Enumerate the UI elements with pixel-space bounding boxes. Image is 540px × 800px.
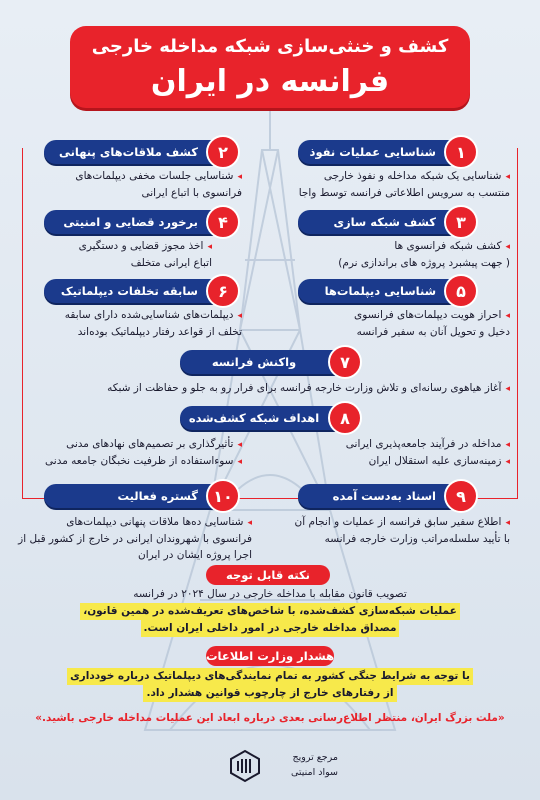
section-9-header: [298, 484, 472, 508]
title-line-2: فرانسه در ایران: [150, 64, 390, 99]
warning-label: هشدار وزارت اطلاعات: [206, 646, 334, 666]
section-9-number: ۹: [444, 479, 478, 513]
section-4-title: برخورد قضایی و امنیتی: [63, 215, 198, 229]
logo-line-1: مرجع ترویج: [292, 752, 338, 763]
section-8-number: ۸: [328, 401, 362, 435]
section-2-title: کشف ملاقات‌های پنهانی: [58, 145, 198, 159]
section-1-text: ◂ شناسایی یک شبکه مداخله و نفوذ خارجی منتسب به سرویس اطلاعاتی فرانسه توسط واجا: [280, 168, 510, 201]
publisher-logo: [228, 749, 338, 783]
section-1-number: ۱: [444, 135, 478, 169]
section-9-text: ◂ اطلاع سفیر سابق فرانسه از عملیات و انجام آن با تأیید سلسله‌مراتب وزارت خارجه فرانسه: [270, 514, 510, 547]
section-2-text: ◂ شناسایی جلسات مخفی دیپلمات‌های فرانسوی با اتباع ایرانی: [42, 168, 242, 201]
section-8-text-right: ◂ مداخله در فرآیند جامعه‌پذیری ایرانی ◂ زمینه‌سازی علیه استقلال ایران: [300, 436, 510, 470]
section-5-number: ۵: [444, 274, 478, 308]
section-2-header: [44, 140, 234, 164]
note-label: نکته قابل توجه: [206, 565, 330, 585]
closing-quote: «ملت بزرگ ایران، منتظر اطلاع‌رسانی بعدی درباره ابعاد این عملیات مداخله خارجی باشید.»: [35, 712, 505, 724]
section-3-title: کشف شبکه سازی: [333, 215, 436, 229]
section-3-number: ۳: [444, 205, 478, 239]
section-3-text: ◂ کشف شبکه فرانسوی ها ( جهت پیشبرد پروژه های براندازی نرم): [280, 238, 510, 271]
section-5-header: [298, 279, 472, 303]
section-1-header: [298, 140, 472, 164]
section-6-text: ◂ دیپلمات‌های شناسایی‌شده دارای سابقه تخلف از قواعد رفتار دیپلماتیک بوده‌اند: [32, 307, 242, 340]
section-8-text-left: ◂ تأثیرگذاری بر تصمیم‌های نهادهای مدنی ◂ سوءاستفاده از ظرفیت نخبگان جامعه مدنی: [32, 436, 242, 470]
warning-text: با توجه به شرایط جنگی کشور به تمام نمایندگی‌های دیپلماتیک درباره خودداری از رفتارهای خارج از چارچوب قوانین هشدار داد.: [30, 668, 510, 702]
section-5-text: ◂ احراز هویت دیپلمات‌های فرانسوی دخیل و تحویل آنان به سفیر فرانسه: [280, 307, 510, 340]
section-4-text: ◂ اخذ مجوز قضایی و دستگیری اتباع ایرانی متخلف: [42, 238, 212, 271]
title-line-1: کشف و خنثی‌سازی شبکه مداخله خارجی: [91, 36, 449, 57]
section-7-title: واکنش فرانسه: [211, 355, 297, 369]
title-banner: [70, 26, 470, 108]
section-4-header: [44, 210, 234, 234]
section-2-number: ۲: [206, 135, 240, 169]
section-8-title: اهداف شبکه کشف‌شده: [188, 411, 320, 425]
logo-line-2: سواد امنیتی: [290, 767, 338, 778]
section-6-number: ۶: [206, 274, 240, 308]
section-8-header: [180, 406, 356, 430]
section-10-title: گستره فعالیت: [117, 489, 198, 503]
logo-mark-icon: [228, 749, 262, 783]
section-5-title: شناسایی دیپلمات‌ها: [324, 284, 436, 298]
section-7-text: ◂ آغاز هیاهوی رسانه‌ای و تلاش وزارت خارجه فرانسه برای فرار رو به جلو و حفاظت از شبکه: [30, 380, 510, 397]
section-9-title: اسناد به‌دست آمده: [332, 489, 436, 503]
section-6-title: سابقه تخلفات دیپلماتیک: [60, 284, 198, 298]
section-1-title: شناسایی عملیات نفوذ: [309, 145, 436, 159]
section-10-text: ◂ شناسایی ده‌ها ملاقات پنهانی دیپلمات‌های فرانسوی با شهروندان ایرانی در خارج از کشور قبل از اجرا پروژه ایشان در ایران: [17, 514, 252, 563]
note-text: تصویب قانون مقابله با مداخله خارجی در سال ۲۰۲۴ در فرانسه عملیات شبکه‌سازی کشف‌شده، با شاخص‌های تعریف‌شده در همین قانون، مصداق مداخله خارجی در امور داخلی ایران است.: [30, 586, 510, 637]
section-10-header: [44, 484, 234, 508]
section-3-header: [298, 210, 472, 234]
section-4-number: ۴: [206, 205, 240, 239]
section-10-number: ۱۰: [206, 479, 240, 513]
section-7-header: [180, 350, 356, 374]
section-6-header: [44, 279, 234, 303]
section-7-number: ۷: [328, 345, 362, 379]
